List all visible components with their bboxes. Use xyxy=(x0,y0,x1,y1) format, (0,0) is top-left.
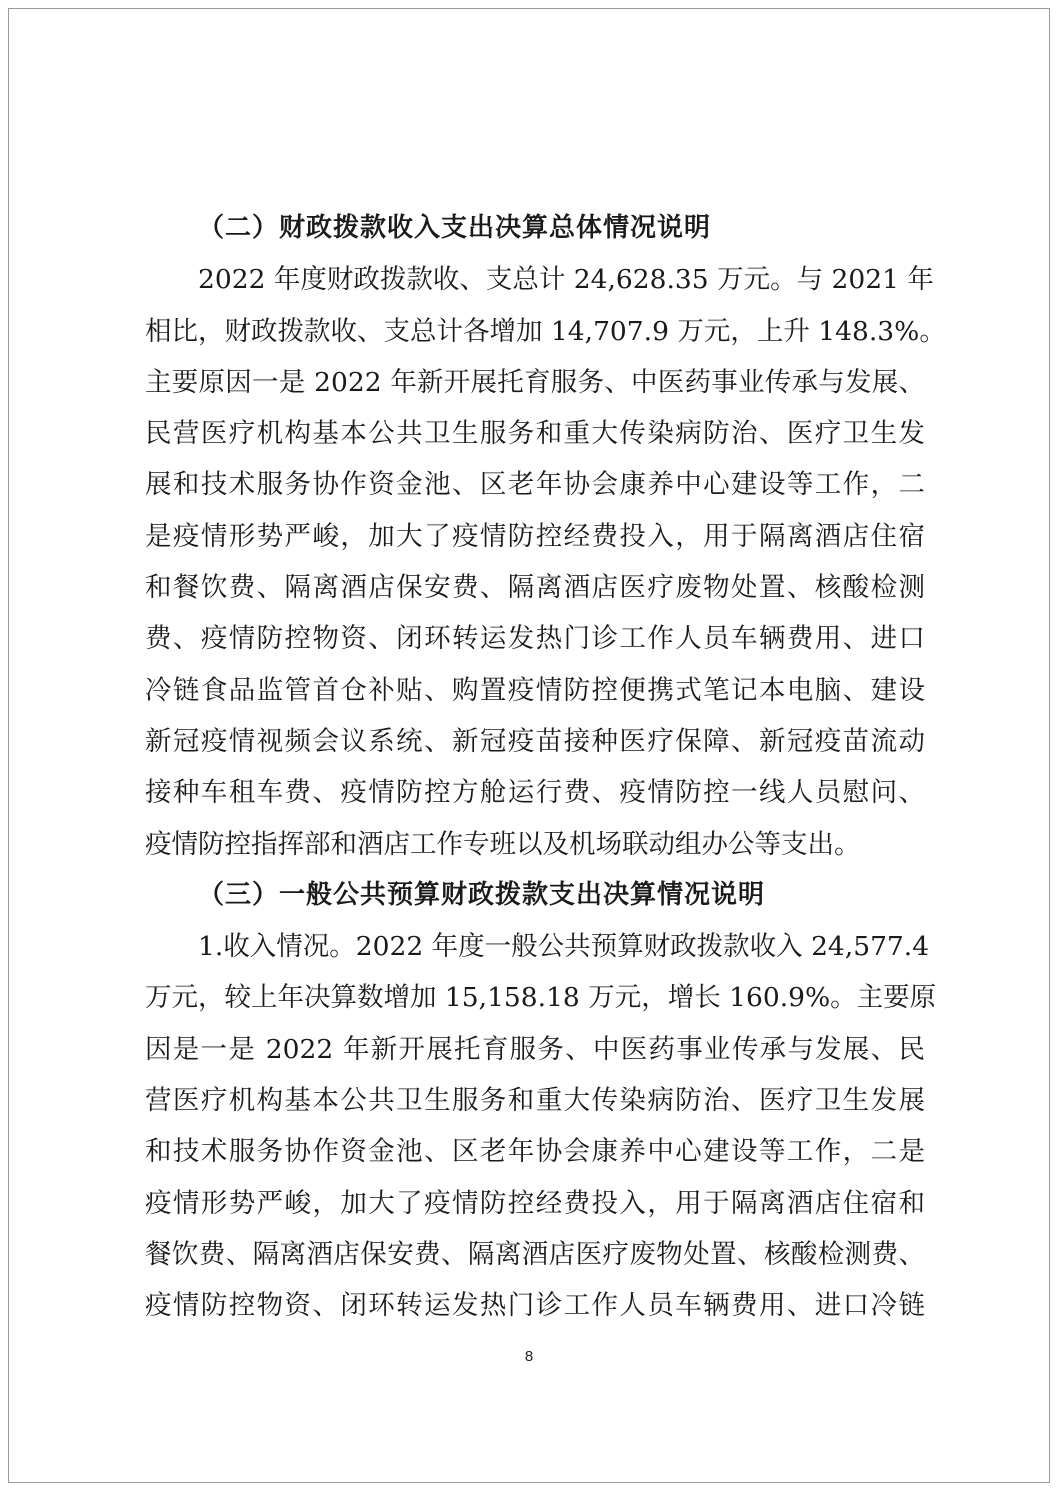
paragraph-line: 餐饮费、隔离酒店保安费、隔离酒店医疗废物处置、核酸检测费、 xyxy=(145,1238,925,1270)
paragraph-line: 是疫情形势严峻，加大了疫情防控经费投入，用于隔离酒店住宿 xyxy=(145,520,925,552)
document-page xyxy=(8,8,1050,1483)
paragraph-line: 万元，较上年决算数增加 15,158.18 万元，增长 160.9%。主要原 xyxy=(145,982,937,1014)
paragraph-line: 疫情防控指挥部和酒店工作专班以及机场联动组办公等支出。 xyxy=(145,828,861,860)
paragraph-line: 1.收入情况。2022 年度一般公共预算财政拨款收入 24,577.4 xyxy=(198,931,930,963)
paragraph-line: 疫情形势严峻，加大了疫情防控经费投入，用于隔离酒店住宿和 xyxy=(145,1187,925,1219)
paragraph-line: 冷链食品监管首仓补贴、购置疫情防控便携式笔记本电脑、建设 xyxy=(145,674,925,706)
paragraph-line: 接种车租车费、疫情防控方舱运行费、疫情防控一线人员慰问、 xyxy=(145,777,925,809)
paragraph-line: 和技术服务协作资金池、区老年协会康养中心建设等工作，二是 xyxy=(145,1136,925,1168)
paragraph-line: 民营医疗机构基本公共卫生服务和重大传染病防治、医疗卫生发 xyxy=(145,418,925,450)
paragraph-line: 和餐饮费、隔离酒店保安费、隔离酒店医疗废物处置、核酸检测 xyxy=(145,572,925,604)
page-body xyxy=(145,203,946,1332)
section-heading-2: （二）财政拨款收入支出决算总体情况说明 xyxy=(198,213,712,243)
paragraph-line: 因是一是 2022 年新开展托育服务、中医药事业传承与发展、民 xyxy=(145,1033,925,1065)
section-heading-3: （三）一般公共预算财政拨款支出决算情况说明 xyxy=(198,879,766,910)
paragraph-line: 营医疗机构基本公共卫生服务和重大传染病防治、医疗卫生发展 xyxy=(145,1085,925,1117)
page-number: 8 xyxy=(524,1348,534,1365)
paragraph-line: 费、疫情防控物资、闭环转运发热门诊工作人员车辆费用、进口 xyxy=(145,623,925,655)
paragraph-line: 疫情防控物资、闭环转运发热门诊工作人员车辆费用、进口冷链 xyxy=(145,1290,925,1322)
paragraph-line: 相比，财政拨款收、支总计各增加 14,707.9 万元，上升 148.3%。 xyxy=(145,315,946,347)
paragraph-line: 新冠疫情视频会议系统、新冠疫苗接种医疗保障、新冠疫苗流动 xyxy=(145,725,925,757)
paragraph-line: 主要原因一是 2022 年新开展托育服务、中医药事业传承与发展、 xyxy=(145,366,925,398)
paragraph-line: 展和技术服务协作资金池、区老年协会康养中心建设等工作，二 xyxy=(145,469,925,501)
paragraph-line: 2022 年度财政拨款收、支总计 24,628.35 万元。与 2021 年 xyxy=(198,264,934,296)
